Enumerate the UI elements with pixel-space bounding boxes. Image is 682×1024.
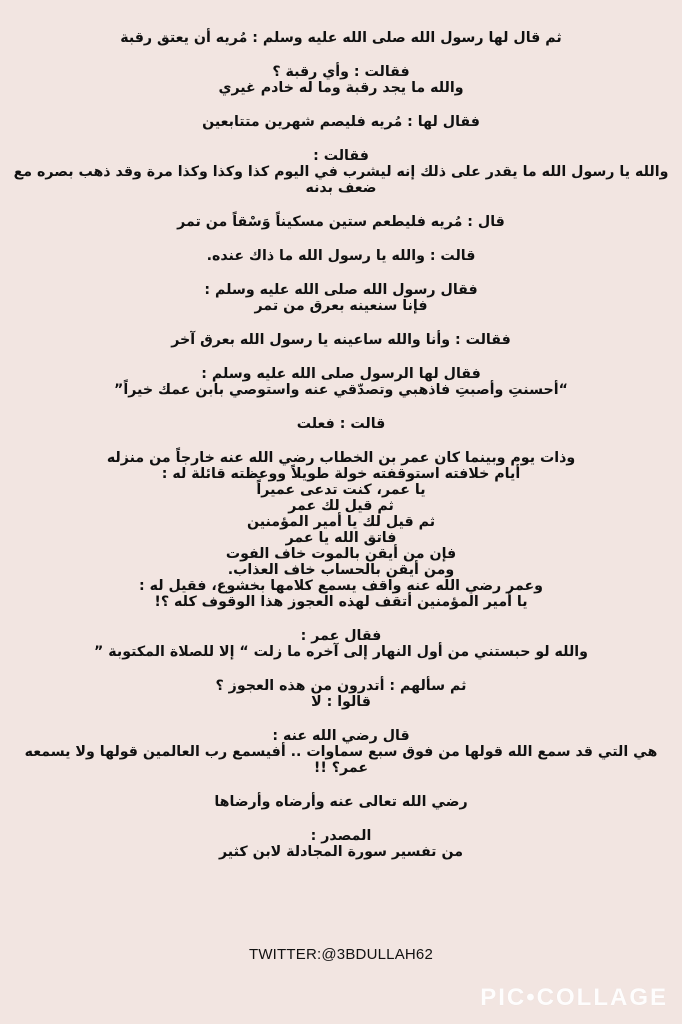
text-line: “أحسنتِ وأصبتِ فاذهبي وتصدّقي عنه واستوصي بابن عمك خيراً” xyxy=(114,382,568,398)
paragraph-15 xyxy=(10,794,672,810)
text-line: ضعف بدنه xyxy=(305,180,377,196)
text-line: فإن من أيقن بالموت خاف الفوت xyxy=(225,546,457,562)
text-line: قالوا : لا xyxy=(311,694,371,710)
text-line: عمر؟ !! xyxy=(313,760,369,776)
text-line: فاتق الله يا عمر xyxy=(285,530,397,546)
paragraph-3 xyxy=(10,114,672,130)
text-line: هي التي قد سمع الله قولها من فوق سبع سماوات .. أفيسمع رب العالمين قولها ولا يسمعه xyxy=(24,744,658,760)
paragraph-1 xyxy=(10,30,672,46)
text-line: فقال لها الرسول صلى الله عليه وسلم : xyxy=(201,366,481,382)
paragraph-11 xyxy=(10,450,672,610)
paragraph-6 xyxy=(10,248,672,264)
text-line: يا أمير المؤمنين أتقف لهذه العجوز هذا الوقوف كله ؟! xyxy=(154,594,528,610)
text-line: والله يا رسول الله ما يقدر على ذلك إنه ليشرب في اليوم كذا وكذا وكذا مرة وقد ذهب بصره مع xyxy=(13,164,669,180)
text-line: ثم قيل لك عمر xyxy=(288,498,394,514)
text-line: ثم قيل لك يا أمير المؤمنين xyxy=(246,514,436,530)
paragraph-5 xyxy=(10,214,672,230)
text-line: والله ما يجد رقبة وما له خادم غيري xyxy=(218,80,464,96)
paragraph-4 xyxy=(10,148,672,196)
text-line: فقالت : xyxy=(313,148,369,164)
text-line: والله لو حبستني من أول النهار إلى آخره ما زلت “ إلا للصلاة المكتوبة ” xyxy=(94,644,588,660)
text-line: فقالت : وأنا والله ساعينه يا رسول الله بعرق آخر xyxy=(171,332,511,348)
text-line: فقال رسول الله صلى الله عليه وسلم : xyxy=(204,282,478,298)
paragraph-10 xyxy=(10,416,672,432)
paragraph-2 xyxy=(10,64,672,96)
paragraph-16 xyxy=(10,828,672,860)
text-line: فقالت : وأي رقبة ؟ xyxy=(272,64,410,80)
paragraph-7 xyxy=(10,282,672,314)
pic-collage-watermark: PIC•COLLAGE xyxy=(480,984,668,1011)
text-line: قال : مُريه فليطعم ستين مسكيناً وَسْقاً من تمر xyxy=(177,214,505,230)
text-line: ثم قال لها رسول الله صلى الله عليه وسلم : مُريه أن يعتق رقبة xyxy=(120,30,562,46)
text-line: فقال عمر : xyxy=(300,628,382,644)
text-line: قالت : فعلت xyxy=(296,416,386,432)
text-line: قال رضي الله عنه : xyxy=(272,728,410,744)
text-line: يا عمر، كنت تدعى عميراً xyxy=(256,482,426,498)
text-line: من تفسير سورة المجادلة لابن كثير xyxy=(218,844,463,860)
paragraph-14 xyxy=(10,728,672,776)
twitter-handle: TWITTER:@3BDULLAH62 xyxy=(248,946,434,963)
text-line: المصدر : xyxy=(310,828,372,844)
paragraph-9 xyxy=(10,366,672,398)
text-line: ومن أيقن بالحساب خاف العذاب. xyxy=(227,562,455,578)
text-line: فقال لها : مُريه فليصم شهرين متتابعين xyxy=(202,114,480,130)
paragraph-12 xyxy=(10,628,672,660)
text-line: وذات يوم وبينما كان عمر بن الخطاب رضي الله عنه خارجاً من منزله xyxy=(106,450,576,466)
document-content xyxy=(10,30,672,876)
text-line: أيام خلافته استوقفته خولة طويلاً ووعظته قائلة له : xyxy=(161,466,521,482)
text-line: فإنا سنعينه بعرق من تمر xyxy=(254,298,428,314)
text-line: ثم سألهم : أتدرون من هذه العجوز ؟ xyxy=(215,678,467,694)
text-line: وعمر رضي الله عنه واقف يسمع كلامها بخشوع، فقيل له : xyxy=(138,578,543,594)
text-line: قالت : والله يا رسول الله ما ذاك عنده. xyxy=(206,248,476,264)
paragraph-8 xyxy=(10,332,672,348)
paragraph-13 xyxy=(10,678,672,710)
text-line: رضي الله تعالى عنه وأرضاه وأرضاها xyxy=(214,794,468,810)
